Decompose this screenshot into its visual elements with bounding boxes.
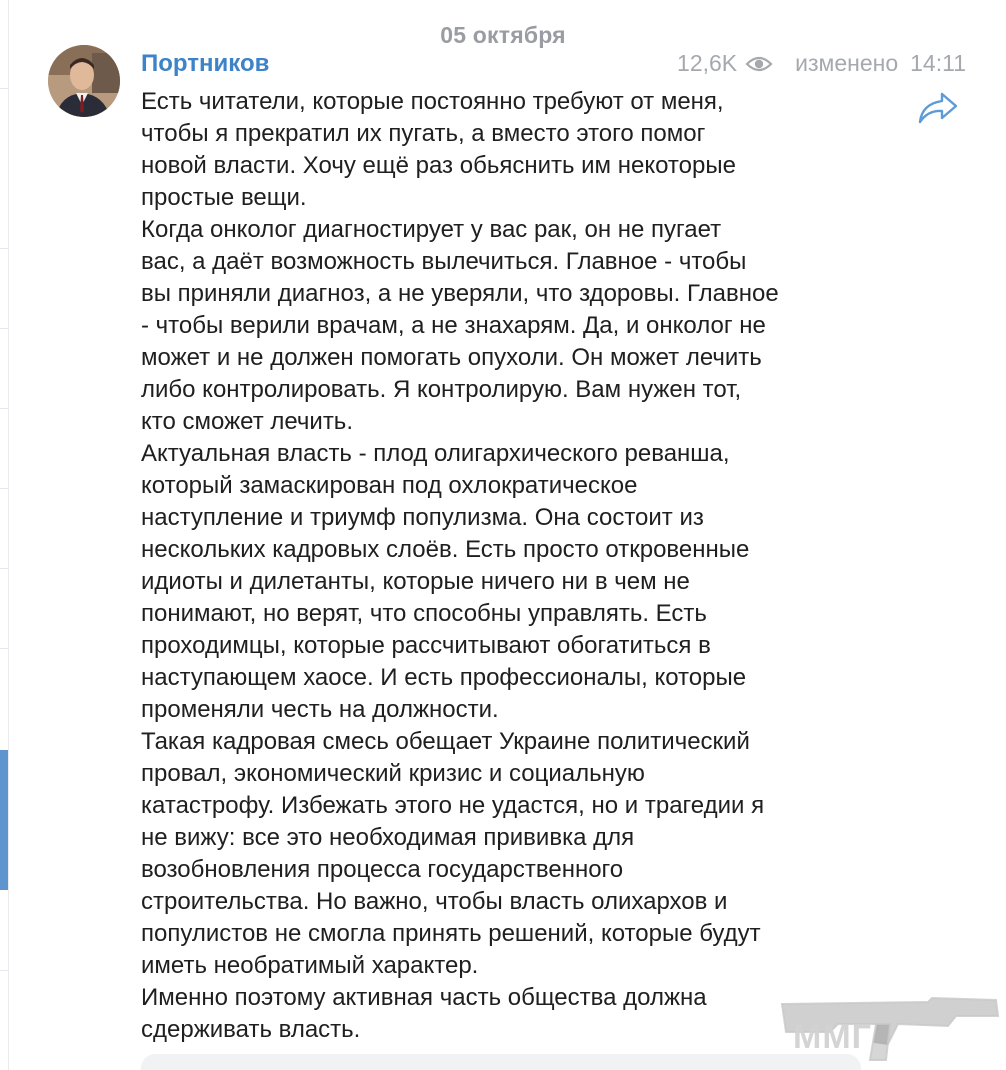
chat-list-divider bbox=[0, 408, 8, 409]
date-separator: 05 октября bbox=[440, 22, 566, 48]
message-paragraph: Актуальная власть - плод олигархического реванша, который замаскирован под охлократическое наступление и триумф популизма. Она состоит из нескольких кадровых слоёв. Есть просто откровенные идиоты и дилетанты, которые ничего ни в чем не понимают, но верят, что способны управлять. Есть проходимцы, которые рассчитывают обогатиться в наступающем хаосе. И есть профессионалы, которые променяли честь на должности. bbox=[141, 440, 750, 723]
message-paragraph: Есть читатели, которые постоянно требуют от меня, чтобы я прекратил их пугать, а вместо этого помог новой власти. Хочу ещё раз обьяснить им некоторые простые вещи. bbox=[141, 88, 736, 211]
avatar-photo bbox=[48, 45, 120, 117]
avatar[interactable] bbox=[48, 45, 120, 117]
chat-list-divider bbox=[0, 648, 8, 649]
chat-list-divider bbox=[0, 568, 8, 569]
eye-icon bbox=[745, 54, 773, 74]
message-paragraph: Такая кадровая смесь обещает Украине политический провал, экономический кризис и социальную катастрофу. Избежать этого не удастся, но и трагедии я не вижу: все это необходимая прививка для возобновления процесса государственного строительства. Но важно, чтобы власть олихархов и популистов не смогла принять решений, которые будут иметь необратимый характер. bbox=[141, 728, 765, 979]
chat-list-divider bbox=[0, 488, 8, 489]
post-time: 14:11 bbox=[910, 50, 966, 76]
view-count: 12,6K bbox=[677, 50, 738, 76]
channel-author-name[interactable]: Портников bbox=[141, 50, 270, 77]
message-body bbox=[141, 86, 881, 1046]
forward-arrow-icon bbox=[916, 88, 960, 128]
message-paragraph: Именно поэтому активная часть общества должна сдерживать власть. bbox=[141, 984, 707, 1043]
chat-list-divider bbox=[0, 88, 8, 89]
post-meta bbox=[677, 50, 966, 77]
selected-chat-indicator[interactable] bbox=[0, 750, 8, 890]
message-paragraph: Когда онколог диагностирует у вас рак, он не пугает вас, а даёт возможность вылечиться. Главное - чтобы вы приняли диагноз, а не уверяли, что здоровы. Главное - чтобы верили врачам, а не знахарям. Да, и онколог не может и не должен помогать опухоли. Он может лечить либо контролировать. Я контролирую. Вам нужен тот, кто сможет лечить. bbox=[141, 216, 779, 435]
chat-list-divider bbox=[0, 328, 8, 329]
next-message-bubble bbox=[141, 1054, 861, 1070]
chat-list-divider bbox=[0, 970, 8, 971]
watermark-text: ММГ bbox=[793, 1018, 872, 1056]
forward-button[interactable] bbox=[916, 88, 960, 128]
chat-list-edge bbox=[0, 0, 9, 1070]
chat-list-divider bbox=[0, 248, 8, 249]
edited-label: изменено bbox=[795, 50, 899, 76]
